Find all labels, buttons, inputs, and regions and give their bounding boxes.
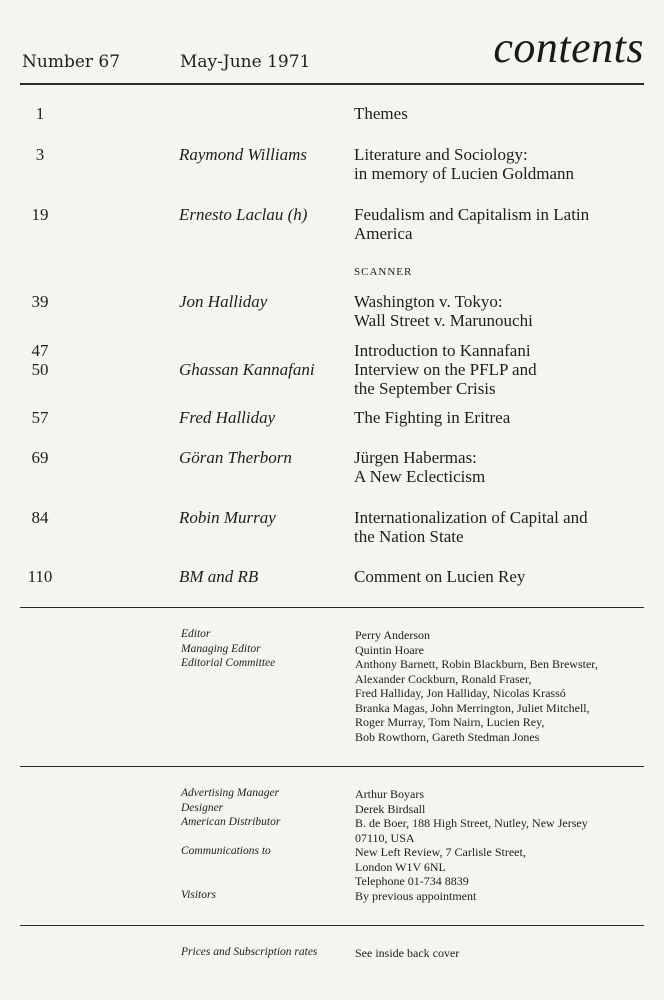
credit-row — [0, 701, 664, 716]
entry-title-line: Interview on the PFLP and — [354, 360, 537, 379]
editorial-credits — [0, 628, 664, 744]
credit-row — [0, 889, 664, 904]
entry-title-line: America — [354, 224, 413, 243]
entry-title-line: in memory of Lucien Goldmann — [354, 164, 575, 183]
entry-page-number: 84 — [31, 508, 49, 527]
entry-title — [354, 145, 644, 183]
credit-value: New Left Review, 7 Carlisle Street, — [355, 845, 526, 859]
entry-title — [354, 341, 644, 360]
credit-row — [0, 845, 664, 860]
entry-author: Fred Halliday — [179, 408, 276, 427]
entry-title — [354, 508, 644, 546]
credit-value: Branka Magas, John Merrington, Juliet Mitchell, — [355, 700, 590, 715]
entry-title-line: Washington v. Tokyo: — [354, 292, 503, 311]
entry-page-number: 50 — [31, 360, 49, 379]
entry-title-line: the September Crisis — [354, 379, 496, 398]
credit-role: Communications to — [181, 845, 271, 857]
footer-role: Prices and Subscription rates — [181, 946, 318, 958]
entry-title — [354, 567, 644, 586]
credit-value: Roger Murray, Tom Nairn, Lucien Rey, — [355, 715, 545, 729]
entry-page-number: 110 — [27, 567, 53, 586]
entry-title — [354, 205, 644, 243]
credit-row — [0, 831, 664, 846]
entry-title-line: Themes — [354, 104, 408, 123]
entry-title-line: Jürgen Habermas: — [354, 448, 477, 467]
entry-author: Robin Murray — [179, 508, 276, 527]
credit-row — [0, 672, 664, 687]
entry-title — [354, 448, 644, 486]
entry-title-line: Internationalization of Capital and — [354, 508, 588, 527]
entry-title-line: A New Eclecticism — [354, 467, 486, 486]
entry-page-number: 1 — [35, 104, 45, 123]
entry-author: BM and RB — [179, 567, 259, 586]
credit-row — [0, 802, 664, 817]
credit-value: B. de Boer, 188 High Street, Nutley, New Jersey — [355, 816, 588, 830]
business-credits — [0, 787, 664, 903]
entry-title-line: The Fighting in Eritrea — [354, 408, 511, 427]
credit-value: Bob Rowthorn, Gareth Stedman Jones — [355, 729, 540, 744]
entry-title — [354, 360, 644, 398]
page-title: contents — [493, 23, 644, 72]
credit-row — [0, 715, 664, 730]
entry-page-number: 39 — [31, 292, 49, 311]
header-rule — [20, 83, 644, 85]
divider — [20, 766, 644, 767]
divider — [20, 607, 644, 608]
credit-role: Visitors — [181, 888, 216, 901]
entry-title-line: the Nation State — [354, 527, 464, 546]
credit-row — [0, 643, 664, 658]
credit-role: Editor — [181, 628, 211, 640]
section-label: SCANNER — [354, 266, 413, 278]
credit-row — [0, 686, 664, 701]
credit-role: Advertising Manager — [181, 787, 280, 799]
credit-value: Derek Birdsall — [355, 801, 426, 816]
entry-title — [354, 408, 644, 427]
credit-value: Quintin Hoare — [355, 642, 424, 657]
entry-page-number: 47 — [31, 341, 49, 360]
credit-value: London W1V 6NL — [355, 859, 446, 874]
entry-title-line: Wall Street v. Marunouchi — [354, 311, 533, 330]
footer-value: See inside back cover — [355, 946, 460, 960]
divider — [20, 925, 644, 926]
credit-value: 07110, USA — [355, 830, 415, 845]
credit-value: Fred Halliday, Jon Halliday, Nicolas Krassó — [355, 686, 566, 700]
entry-page-number: 57 — [31, 408, 49, 427]
entry-author: Göran Therborn — [179, 448, 292, 467]
entry-page-number: 3 — [35, 145, 45, 164]
credit-value: Perry Anderson — [355, 628, 430, 642]
credit-role: American Distributor — [181, 816, 281, 828]
credit-row — [0, 657, 664, 672]
entry-title-line: Introduction to Kannafani — [354, 341, 531, 360]
credit-role: Managing Editor — [181, 642, 261, 655]
credit-row — [0, 860, 664, 875]
entry-title-line: Feudalism and Capitalism in Latin — [354, 205, 590, 224]
entry-author: Jon Halliday — [179, 292, 268, 311]
entry-author: Ernesto Laclau (h) — [179, 205, 308, 224]
credit-row — [0, 628, 664, 643]
credit-row — [0, 816, 664, 831]
issue-number: Number 67 — [22, 52, 121, 72]
credit-row — [0, 730, 664, 745]
entry-page-number: 69 — [31, 448, 49, 467]
credit-value: Arthur Boyars — [355, 787, 424, 801]
issue-date: May-June 1971 — [180, 52, 311, 72]
credit-value: Anthony Barnett, Robin Blackburn, Ben Brewster, — [355, 657, 598, 671]
credit-value: Telephone 01-734 8839 — [355, 874, 469, 888]
entry-author: Ghassan Kannafani — [179, 360, 315, 379]
entry-title-line: Comment on Lucien Rey — [354, 567, 526, 586]
entry-title-line: Literature and Sociology: — [354, 145, 528, 164]
entry-title — [354, 104, 644, 123]
credit-row — [0, 787, 664, 802]
credit-role: Designer — [181, 801, 224, 814]
credit-value: Alexander Cockburn, Ronald Fraser, — [355, 671, 532, 686]
entry-page-number: 19 — [31, 205, 49, 224]
entry-title — [354, 292, 644, 330]
footer-credits — [0, 946, 664, 961]
credit-row — [0, 874, 664, 889]
credit-value: By previous appointment — [355, 888, 477, 903]
entry-author: Raymond Williams — [179, 145, 307, 164]
credit-role: Editorial Committee — [181, 657, 276, 669]
